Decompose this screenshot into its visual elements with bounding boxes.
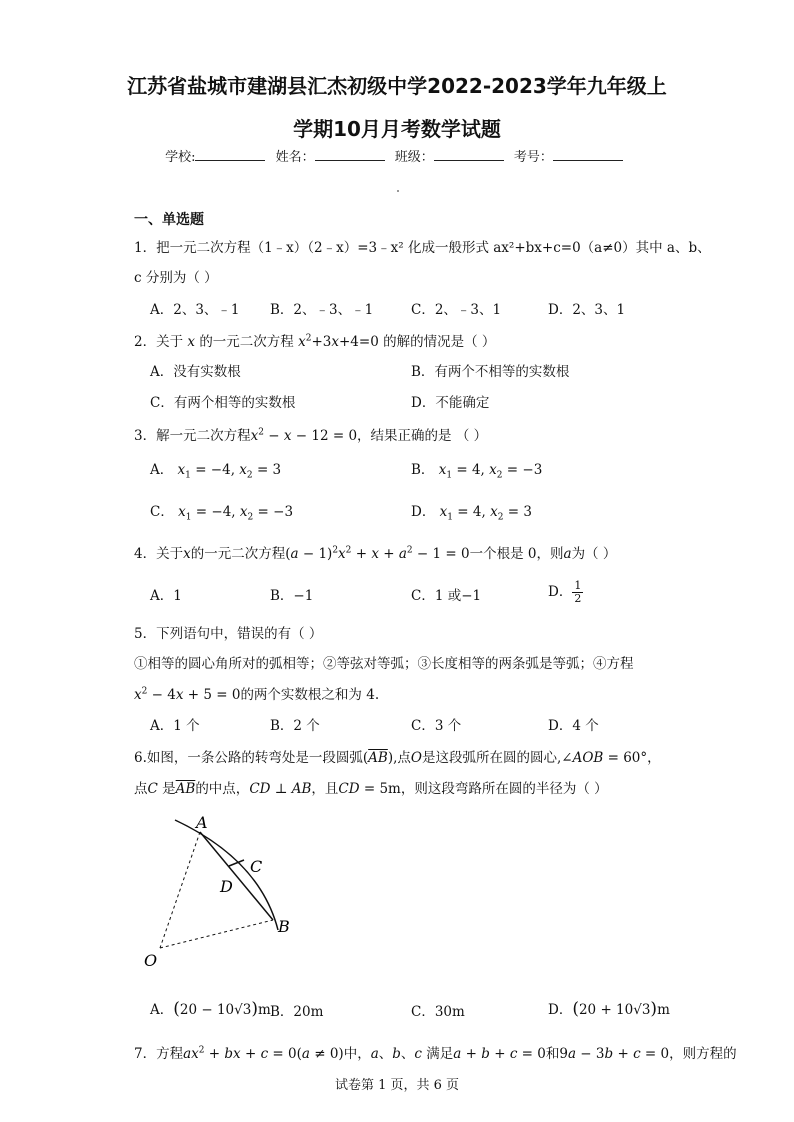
label-d: D [220,877,233,896]
q1-option-b[interactable]: B．2、﹣3、﹣1 [270,302,374,318]
q5-option-a[interactable]: A．1 个 [150,718,200,734]
q2-option-b[interactable]: B．有两个不相等的实数根 [411,364,570,380]
radius-oa [160,832,200,948]
page-footer: 试卷第 1 页，共 6 页 [334,1078,460,1093]
arc-ab [175,820,278,930]
q3-option-c[interactable]: C． $x_1 = -4$, $x_2 = -3$ [150,504,294,523]
q2-stem: 2．关于 x 的一元二次方程 $x^2+3x+4=0$ 的解的情况是（ ） [134,333,496,350]
number-label: 考号： [513,150,553,165]
label-o: O [144,951,158,970]
q2-option-c[interactable]: C．有两个相等的实数根 [150,395,296,411]
chord-ab [200,832,273,920]
name-label: 姓名： [275,150,315,165]
q6-line-2: 点C 是$\overline{AB}$的中点，CD ⊥ AB，且CD = 5m，则这段弯路所在圆的半径为（ ） [134,781,608,797]
q4-option-d[interactable]: D． $\frac{1}{2}$ [548,579,582,605]
section-heading: 一、单选题 [134,212,204,228]
q5-line-3: $x^2 - 4x + 5 = 0$的两个实数根之和为 4. [134,686,380,703]
q4-option-b[interactable]: B．−1 [270,588,314,604]
q4-option-c[interactable]: C．1 或−1 [411,588,482,604]
fraction-one-half: $\frac{1}{2}$ [574,579,582,605]
title-line-1: 江苏省盐城市建湖县汇杰初级中学2022-2023学年九年级上 [127,74,667,98]
label-b: B [278,917,290,936]
q3-option-d[interactable]: D． $x_1 = 4$, $x_2 = 3$ [411,504,532,523]
q5-option-c[interactable]: C．3 个 [411,718,462,734]
q4-stem: 4．关于x的一元二次方程$(a - 1)^2x^2 + x + a^2 - 1 = 0$一个根是 0，则a为（ ） [134,545,617,562]
q3-stem: 3．解一元二次方程$x^2 - x - 12 = 0$，结果正确的是 （ ） [134,427,488,444]
q1-line-2: c 分别为（ ） [134,270,218,286]
q3-option-b[interactable]: B． $x_1 = 4$, $x_2 = -3$ [411,462,543,481]
q5-line-2: ①相等的圆心角所对的弧相等；②等弦对等弧；③长度相等的两条弧是等弧；④方程 [134,656,634,672]
school-blank[interactable] [195,148,265,161]
number-blank[interactable] [553,148,623,161]
q7-stem: 7．方程$ax^2$ + bx + c = 0(a ≠ 0)中，a、b、c 满足a + b + c = 0和9a − 3b + c = 0，则方程的 [134,1045,737,1062]
q6-figure [130,810,310,980]
q5-option-d[interactable]: D．4 个 [548,718,599,734]
q2-option-a[interactable]: A．没有实数根 [150,364,241,380]
label-c: C [250,857,263,876]
q5-line-1: 5．下列语句中，错误的有（ ） [134,626,323,642]
q6-option-b[interactable]: B．20m [270,1004,324,1020]
q1-option-a[interactable]: A．2、3、﹣1 [150,302,240,318]
q6-line-1: 6.如图，一条公路的转弯处是一段圆弧$(\overline{AB})$,点O是这段弧所在圆的圆心,∠AOB = 60°， [134,750,661,766]
name-blank[interactable] [315,148,385,161]
q6-option-a[interactable]: A．(20 − 10√3)m [150,999,271,1019]
q6-option-c[interactable]: C．30m [411,1004,465,1020]
q1-line-1: 1．把一元二次方程（1﹣x）（2﹣x）=3﹣x² 化成一般形式 ax²+bx+c=0（a≠0）其中 a、b、 [134,240,711,256]
q4-option-a[interactable]: A．1 [150,588,182,604]
label-a: A [196,813,208,832]
class-label: 班级： [394,150,434,165]
q2-option-d[interactable]: D．不能确定 [411,395,490,411]
q1-option-d[interactable]: D．2、3、1 [548,302,626,318]
radius-ob [160,920,273,948]
student-info-row [0,146,794,165]
q1-option-c[interactable]: C．2、﹣3、1 [411,302,502,318]
q6-option-d[interactable]: D．(20 + 10√3)m [548,999,670,1019]
q3-option-a[interactable]: A． $x_1 = -4$, $x_2 = 3$ [150,462,282,481]
school-label: 学校: [165,150,196,165]
class-blank[interactable] [434,148,504,161]
q5-option-b[interactable]: B．2 个 [270,718,320,734]
divider-dot [397,190,399,192]
title-line-2: 学期10月月考数学试题 [293,117,501,141]
